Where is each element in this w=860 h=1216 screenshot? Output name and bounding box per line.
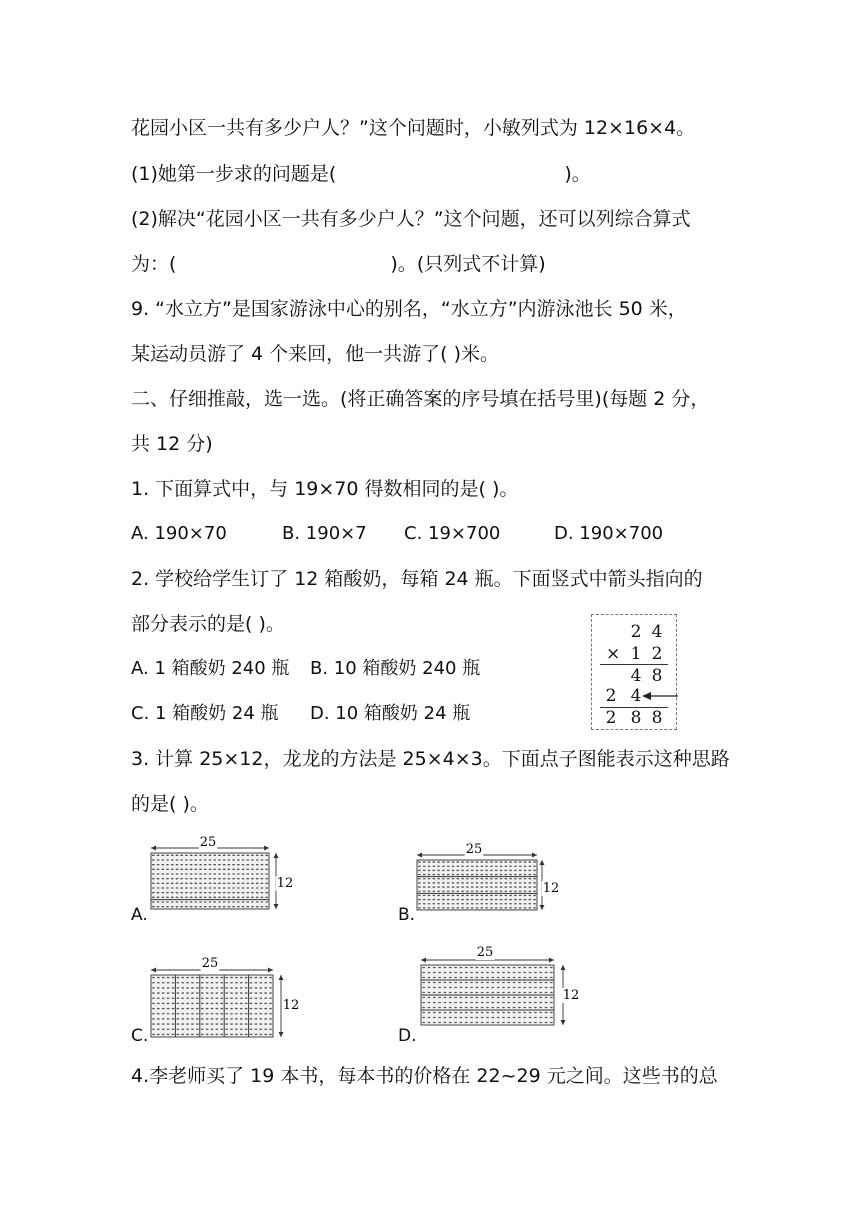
height-arrowhead-top xyxy=(561,965,566,970)
figure-c-dot-grid xyxy=(148,953,303,1043)
vcalc-multiply-sign: × xyxy=(606,644,621,664)
figure-b-width-label: 25 xyxy=(465,842,483,857)
figure-c-label: C. xyxy=(131,1026,149,1046)
q1-option-a: A. 190×70 xyxy=(131,523,227,544)
figure-d-label: D. xyxy=(398,1026,417,1046)
question-3-line-1: 3. 计算 25×12，龙龙的方法是 25×4×3。下面点子图能表示这种思路 xyxy=(131,748,730,770)
question-8-part-1-close: )。 xyxy=(564,163,591,185)
question-8-part-1 xyxy=(131,161,591,187)
arrow-left-icon xyxy=(642,690,678,702)
vcalc-digit: 2 xyxy=(651,644,663,664)
width-arrowhead-left xyxy=(417,853,422,858)
figure-c-height-label: 12 xyxy=(282,998,300,1013)
height-arrowhead-top xyxy=(279,975,284,980)
figure-b-label: B. xyxy=(398,905,416,925)
question-2-line-2: 部分表示的是( )。 xyxy=(131,613,285,635)
q2-option-d: D. 10 箱酸奶 24 瓶 xyxy=(310,703,471,724)
vcalc-digit: 8 xyxy=(651,666,663,686)
vcalc-digit: 4 xyxy=(630,686,642,706)
grid-border xyxy=(417,860,537,910)
q1-option-d: D. 190×700 xyxy=(554,523,664,544)
width-arrowhead-right xyxy=(549,958,554,963)
grid-border xyxy=(151,975,273,1037)
vcalc-digit: 4 xyxy=(630,666,642,686)
question-8-continuation: 花园小区一共有多少户人？”这个问题时，小敏列式为 12×16×4。 xyxy=(131,117,696,139)
width-arrowhead-right xyxy=(264,846,269,851)
figure-c-width-label: 25 xyxy=(201,956,219,971)
vcalc-digit: 1 xyxy=(630,644,642,664)
section-2-heading-continuation: 共 12 分) xyxy=(131,433,213,455)
height-arrowhead-bottom xyxy=(279,1032,284,1037)
question-4: 4.李老师买了 19 本书，每本书的价格在 22~29 元之间。这些书的总 xyxy=(131,1065,718,1087)
question-8-part-1-text: (1)她第一步求的问题是( xyxy=(131,163,337,185)
question-1: 1. 下面算式中，与 19×70 得数相同的是( )。 xyxy=(131,478,519,500)
figure-d-width-label: 25 xyxy=(476,945,494,960)
question-2-line-1: 2. 学校给学生订了 12 箱酸奶，每箱 24 瓶。下面竖式中箭头指向的 xyxy=(131,568,703,590)
width-arrowhead-left xyxy=(421,958,426,963)
q2-option-a: A. 1 箱酸奶 240 瓶 xyxy=(131,658,290,679)
figure-b-height-label: 12 xyxy=(542,881,560,896)
width-arrowhead-right xyxy=(268,968,273,973)
q2-option-b: B. 10 箱酸奶 240 瓶 xyxy=(310,658,481,679)
q1-option-c: C. 19×700 xyxy=(404,523,501,544)
vcalc-digit: 8 xyxy=(630,708,642,728)
vcalc-digit: 2 xyxy=(630,622,642,642)
q1-option-b: B. 190×7 xyxy=(282,523,367,544)
question-8-part-2-text: 为：( xyxy=(131,253,177,275)
figure-a-height-label: 12 xyxy=(276,876,294,891)
figure-a-width-label: 25 xyxy=(199,835,217,850)
section-2-heading: 二、仔细推敲，选一选。(将正确答案的序号填在括号里)(每题 2 分， xyxy=(131,388,710,410)
height-arrowhead-bottom xyxy=(274,904,279,909)
vcalc-digit: 4 xyxy=(651,622,663,642)
height-arrowhead-bottom xyxy=(561,1020,566,1025)
width-arrowhead-left xyxy=(151,968,156,973)
height-arrowhead-bottom xyxy=(540,905,545,910)
width-arrowhead-right xyxy=(532,853,537,858)
question-9-line-1: 9. “水立方”是国家游泳中心的别名，“水立方”内游泳池长 50 米， xyxy=(131,298,687,320)
figure-a-dot-grid xyxy=(148,833,294,913)
width-arrowhead-left xyxy=(151,846,156,851)
vcalc-digit: 2 xyxy=(605,708,617,728)
vcalc-rule xyxy=(600,664,668,665)
vcalc-digit: 8 xyxy=(651,708,663,728)
grid-border xyxy=(151,853,269,909)
question-8-part-2-continuation xyxy=(131,251,546,277)
vertical-multiplication xyxy=(591,614,677,730)
figure-d-dot-grid xyxy=(418,941,588,1031)
height-arrowhead-top xyxy=(540,860,545,865)
q2-option-c: C. 1 箱酸奶 24 瓶 xyxy=(131,703,279,724)
question-8-part-2-close: )。(只列式不计算) xyxy=(390,253,546,275)
question-3-line-2: 的是( )。 xyxy=(131,793,209,815)
question-8-part-2: (2)解决“花园小区一共有多少户人？”这个问题，还可以列综合算式 xyxy=(131,208,691,230)
figure-d-height-label: 12 xyxy=(562,988,580,1003)
figure-b-dot-grid xyxy=(414,840,564,920)
figure-a-label: A. xyxy=(131,905,148,925)
height-arrowhead-top xyxy=(274,853,279,858)
question-9-line-2: 某运动员游了 4 个来回，他一共游了( )米。 xyxy=(131,343,500,365)
vcalc-digit: 2 xyxy=(605,686,617,706)
